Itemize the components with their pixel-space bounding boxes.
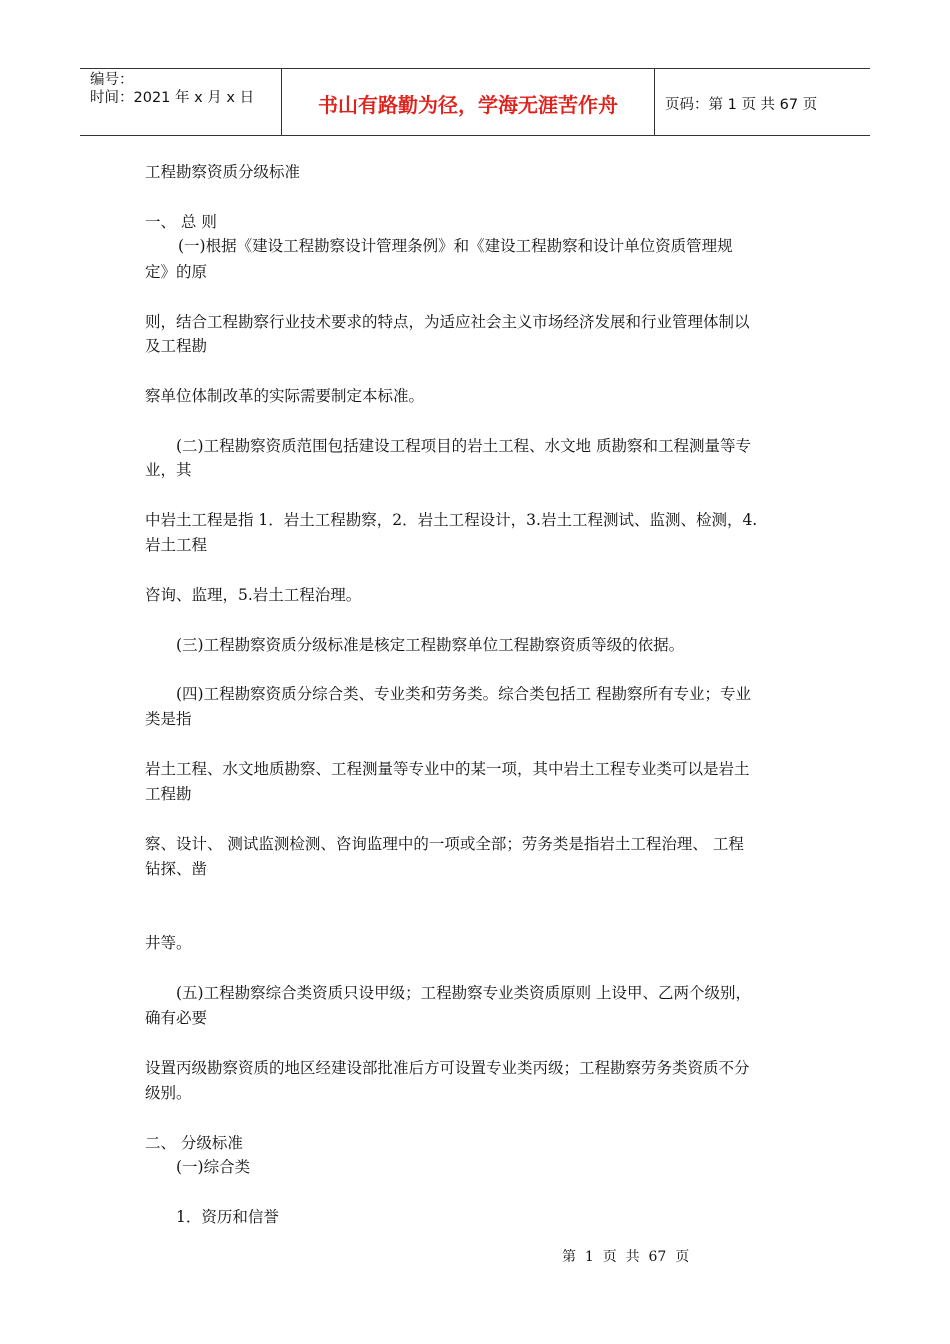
paragraph-line: (一)根据《建设工程勘察设计管理条例》和《建设工程勘察和设计单位资质管理规 — [178, 237, 733, 255]
item-heading: 1．资历和信誉 — [176, 1208, 279, 1226]
document-header — [80, 68, 870, 136]
paragraph-line: 定》的原 — [145, 263, 208, 281]
paragraph-line: (四)工程勘察资质分综合类、专业类和劳务类。综合类包括工 程勘察所有专业；专业 — [176, 685, 752, 703]
paragraph-line: 察单位体制改革的实际需要制定本标准。 — [145, 387, 425, 405]
paragraph-line: 级别。 — [145, 1084, 192, 1102]
paragraph-line: (二)工程勘察资质范围包括建设工程项目的岩土工程、水文地 质勘察和工程测量等专 — [176, 437, 752, 455]
paragraph-line: 咨询、监理，5.岩土工程治理。 — [145, 586, 362, 604]
paragraph-line: 钻探、凿 — [145, 860, 208, 878]
paragraph-line: 察、设计、 测试监测检测、咨询监理中的一项或全部；劳务类是指岩土工程治理、 工程 — [145, 835, 744, 853]
paragraph-line: 井等。 — [145, 934, 192, 952]
paragraph-line: (五)工程勘察综合类资质只设甲级；工程勘察专业类资质原则 上设甲、乙两个级别， — [176, 984, 752, 1002]
date-label: 时间：2021 年 x 月 x 日 — [90, 90, 255, 106]
section-heading: 二、 分级标准 — [145, 1134, 243, 1152]
paragraph-line: 确有必要 — [145, 1009, 208, 1027]
page-footer: 第 1 页 共 67 页 — [562, 1249, 690, 1265]
paragraph-line: 及工程勘 — [145, 337, 208, 355]
header-motto: 书山有路勤为径，学海无涯苦作舟 — [282, 69, 655, 135]
header-page-info: 页码：第 1 页 共 67 页 — [665, 96, 818, 113]
paragraph-line: 岩土工程 — [145, 536, 208, 554]
paragraph-line: 业，其 — [145, 461, 192, 479]
subsection-heading: (一)综合类 — [176, 1158, 251, 1176]
paragraph-line: 工程勘 — [145, 785, 192, 803]
section-heading: 一、 总 则 — [145, 213, 217, 231]
number-label: 编号： — [90, 72, 134, 88]
paragraph-line: (三)工程勘察资质分级标准是核定工程勘察单位工程勘察资质等级的依据。 — [176, 636, 685, 654]
paragraph-line: 则，结合工程勘察行业技术要求的特点，为适应社会主义市场经济发展和行业管理体制以 — [145, 313, 750, 331]
doc-title: 工程勘察资质分级标准 — [145, 163, 301, 181]
paragraph-line: 设置丙级勘察资质的地区经建设部批准后方可设置专业类丙级；工程勘察劳务类资质不分 — [145, 1059, 750, 1077]
header-meta — [80, 69, 282, 135]
paragraph-line: 类是指 — [145, 710, 192, 728]
paragraph-line: 中岩土工程是指 1．岩土工程勘察，2．岩土工程设计，3.岩土工程测试、监测、检测，4. — [145, 511, 758, 529]
paragraph-line: 岩土工程、水文地质勘察、工程测量等专业中的某一项，其中岩土工程专业类可以是岩土 — [145, 760, 750, 778]
